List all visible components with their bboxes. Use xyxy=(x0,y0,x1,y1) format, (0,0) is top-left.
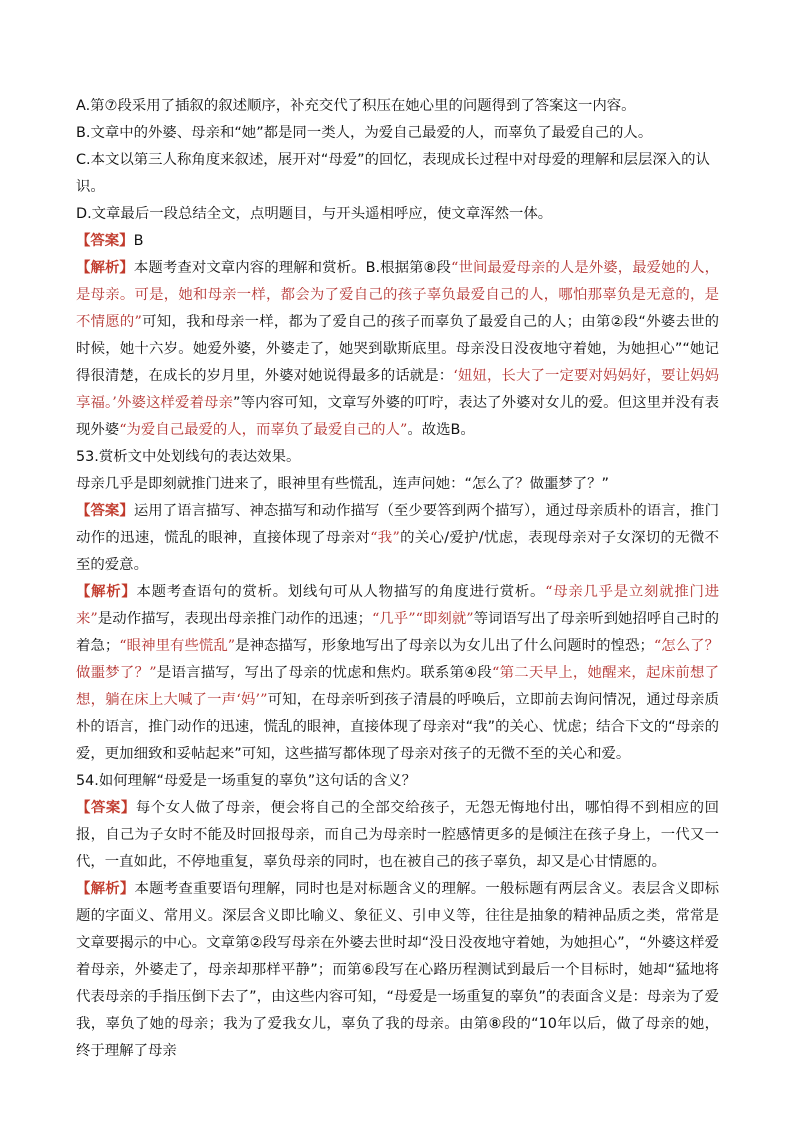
analysis-text: ”等内容可知，文章写外婆的叮咛，表达了外婆对女儿的爱。但这里并没有表现外婆 xyxy=(76,395,719,438)
quoted-text: “怎么了？做噩梦了？” xyxy=(76,638,719,681)
answer-tag: 【答案】 xyxy=(76,503,134,519)
quoted-text: “为爱自己最爱的人，而辜负了最爱自己的人” xyxy=(119,422,408,438)
quoted-text: “世间最爱母亲的人是外婆，最爱她的人，是母亲。可是，她和母亲一样，都会为了爱自己的孩子辜负最爱自己的人，哪怕那辜负是无意的，是不情愿的” xyxy=(76,260,719,330)
answer-text: 的关心/爱护/忧虑，表现母亲对子女深切的无微不至的爱意。 xyxy=(76,530,719,573)
quoted-text: ‘妞妞，长大了一定要对妈妈好，要让妈妈享福。’外婆这样爱着母亲 xyxy=(76,368,719,411)
q54-question: 54.如何理解“母爱是一场重复的辜负”这句话的含义？ xyxy=(76,773,417,789)
analysis-text: 可知，在母亲听到孩子清晨的呼唤后，立即前去询问情况，通过母亲质朴的语言，推门动作的迅速，慌乱的眼神，直接体现了母亲对“我”的关心、忧虑；结合下文的“母亲的爱，更加细致和妥帖起来”可知，这些描写都体现了母亲对孩子的无微不至的关心和爱。 xyxy=(76,692,719,762)
q54-analysis xyxy=(76,876,719,1065)
analysis-text: 是神态描写，形象地写出了母亲以为女儿出了什么问题时的惶恐； xyxy=(235,638,654,654)
option-b: B.文章中的外婆、母亲和“她”都是同一类人，为爱自己最爱的人，而辜负了最爱自己的人。 xyxy=(76,125,653,141)
analysis-text: 等词语写出了母亲听到她招呼自己时的着急； xyxy=(76,611,719,654)
option-d: D.文章最后一段总结全文，点明题目，与开头遥相呼应，使文章浑然一体。 xyxy=(76,206,553,222)
analysis-text: 是语言描写，写出了母亲的忧虑和焦灼。联系第④段 xyxy=(156,665,493,681)
analysis-tag: 【解析】 xyxy=(76,260,134,276)
analysis-tag: 【解析】 xyxy=(76,584,137,600)
analysis-text: 是动作描写，表现出母亲推门动作的迅速； xyxy=(97,611,372,627)
answer-tag: 【答案】 xyxy=(76,233,134,249)
answer-text: 运用了语言描写、神态描写和动作描写（至少要答到两个描写），通过母亲质朴的语言，推门动作的迅速，慌乱的眼神，直接体现了母亲对 xyxy=(76,503,719,546)
answer-text: 每个女人做了母亲，便会将自己的全部交给孩子，无怨无悔地付出，哪怕得不到相应的回报，自己为子女时不能及时回报母亲，而自己为母亲时一腔感情更多的是倾注在孩子身上，一代又一代，一直如此，不停地重复，辜负母亲的同时，也在被自己的孩子辜负，却又是心甘情愿的。 xyxy=(76,800,719,870)
analysis-text: 。故选B。 xyxy=(407,422,475,438)
document-page xyxy=(76,93,719,1065)
q54-answer xyxy=(76,795,719,876)
q52-analysis xyxy=(76,255,719,444)
option-a: A.第⑦段采用了插叙的叙述顺序，补充交代了积压在她心里的问题得到了答案这一内容。 xyxy=(76,98,636,114)
answer-value: B xyxy=(133,233,144,249)
q53-question: 53.赏析文中处划线句的表达效果。 xyxy=(76,449,301,465)
quoted-text: “我” xyxy=(370,530,400,546)
analysis-text: 本题考查重要语句理解，同时也是对标题含义的理解。一般标题有两层含义。表层含义即标题的字面义、常用义。深层含义即比喻义、象征义、引申义等，往往是抽象的精神品质之类，常常是文章要揭示的中心。文章第②段写母亲在外婆去世时却“没日没夜地守着她，为她担心”，“外婆这样爱着母亲，外婆走了，母亲却那样平静”；而第⑥段写在心路历程测试到最后一个目标时，她却“猛地将代表母亲的手指压倒下去了”，由这些内容可知，“母爱是一场重复的辜负”的表面含义是：母亲为了爱我，辜负了她的母亲；我为了爱我女儿，辜负了我的母亲。由第⑧段的“10年以后，做了母亲的她，终于理解了母亲 xyxy=(76,881,719,1059)
q53-answer xyxy=(76,498,719,579)
answer-tag: 【答案】 xyxy=(76,800,136,816)
q53-quote: 母亲几乎是即刻就推门进来了，眼神里有些慌乱，连声问她：“怎么了？做噩梦了？” xyxy=(76,476,609,492)
option-c: C.本文以第三人称角度来叙述，展开对“母爱”的回忆，表现成长过程中对母爱的理解和层层深入的认识。 xyxy=(76,152,710,195)
analysis-text: 可知，我和母亲一样，都为了爱自己的孩子而辜负了最爱自己的人；由第②段“外婆去世的时候，她十六岁。她爱外婆，外婆走了，她哭到歇斯底里。母亲没日没夜地守着她，为她担心”“她记得很清楚，在成长的岁月里，外婆对她说得最多的话就是： xyxy=(76,314,720,384)
quoted-text: “眼神里有些慌乱” xyxy=(119,638,236,654)
quoted-text: “几乎”“即刻就” xyxy=(371,611,474,627)
q52-answer xyxy=(76,228,719,255)
analysis-text: 本题考查对文章内容的理解和赏析。B.根据第⑧段 xyxy=(133,260,452,276)
quoted-text: “第二天早上，她醒来，起床前想了想，躺在床上大喊了一声‘妈’” xyxy=(76,665,720,708)
q53-analysis xyxy=(76,579,719,768)
analysis-tag: 【解析】 xyxy=(76,881,135,897)
quoted-text: “母亲几乎是立刻就推门进来” xyxy=(76,584,719,627)
analysis-text: 本题考查语句的赏析。划线句可从人物描写的角度进行赏析。 xyxy=(136,584,546,600)
